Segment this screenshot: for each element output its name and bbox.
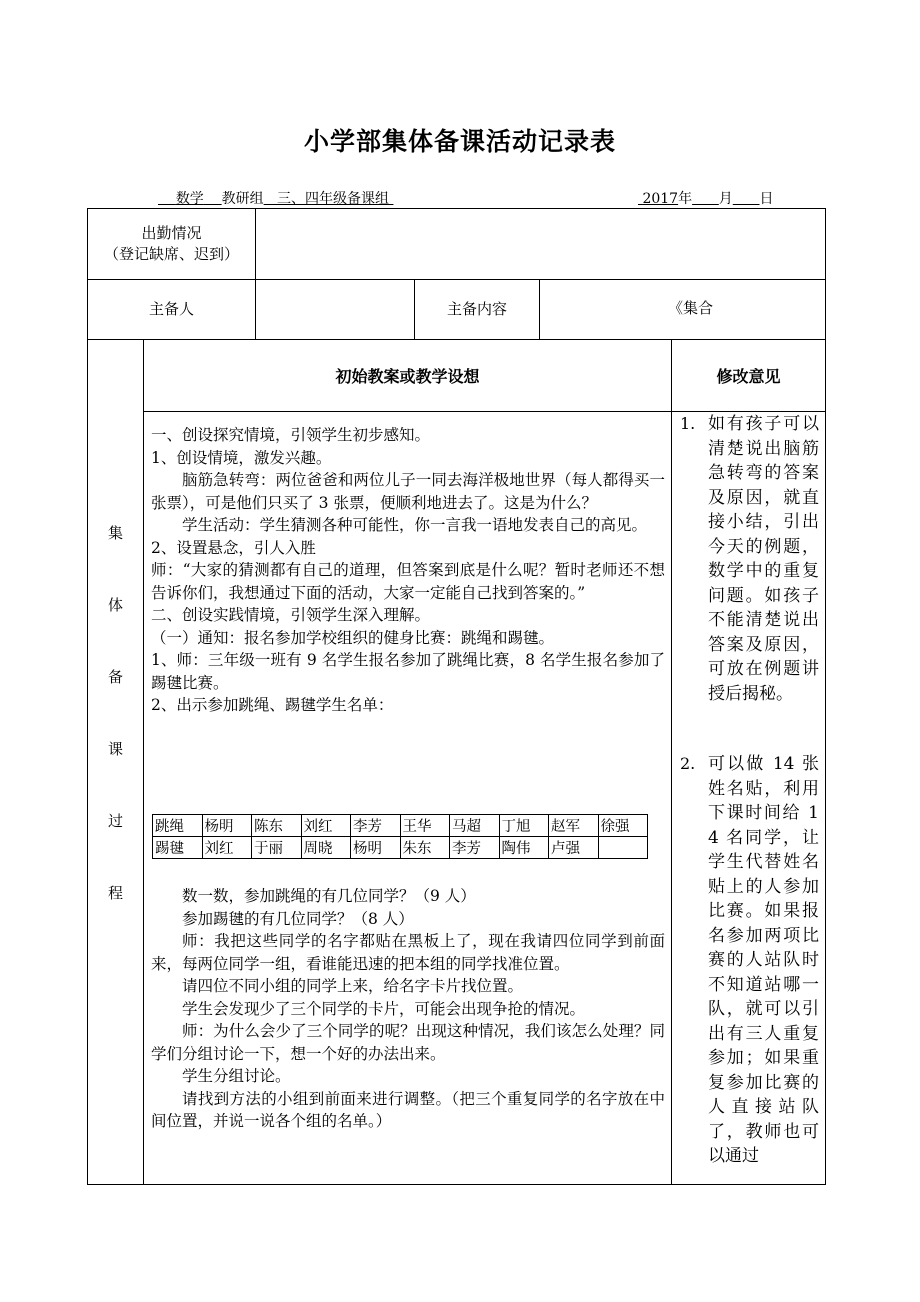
table-cell: 杨明 xyxy=(202,815,252,837)
group-info xyxy=(158,188,393,208)
revision-column xyxy=(674,412,824,1184)
main-content-value: 《集合 xyxy=(668,299,714,317)
lesson-paragraph: 二、创设实践情境，引领学生深入理解。 xyxy=(151,606,431,624)
attendance-input[interactable] xyxy=(256,209,825,279)
lesson-text-top xyxy=(151,424,665,717)
table-cell: 徐强 xyxy=(598,815,648,837)
lesson-paragraph: 1、创设情境，激发兴趣。 xyxy=(151,448,332,467)
grade-group-field: 三、四年级备课组 xyxy=(276,191,389,207)
table-row xyxy=(153,837,648,859)
lesson-paragraph: 学生分组讨论。 xyxy=(182,1067,291,1085)
table-cell: 踢毽 xyxy=(153,837,203,859)
initial-plan-header: 初始教案或教学设想 xyxy=(335,367,480,386)
lesson-paragraph: 师：为什么会少了三个同学的呢？出现这种情况，我们该怎么处理？同学们分组讨论一下，想一个好的办法出来。 xyxy=(151,1022,665,1063)
table-cell: 刘红 xyxy=(202,837,252,859)
main-content-label: 主备内容 xyxy=(446,300,507,318)
lesson-paragraph: 2、出示参加跳绳、踢毽学生名单： xyxy=(151,696,394,714)
lesson-paragraph: 2、设置悬念，引人入胜 xyxy=(151,538,316,557)
table-cell: 卢强 xyxy=(549,837,599,859)
col-divider xyxy=(539,279,540,340)
table-cell: 刘红 xyxy=(301,815,351,837)
revision-note: 如有孩子可以清楚说出脑筋急转弯的答案及原因，就直接小结，引出今天的例题，数学中的重复问题。如孩子不能清楚说出答案及原因，可放在例题讲授后揭秘。 xyxy=(708,414,819,704)
year-value: 2017 xyxy=(642,191,679,207)
table-cell: 马超 xyxy=(450,815,500,837)
table-cell: 陈东 xyxy=(252,815,302,837)
table-cell: 王华 xyxy=(400,815,450,837)
table-cell: 杨明 xyxy=(351,837,401,859)
date-field: 2017年 月 日 xyxy=(642,191,774,207)
revision-header: 修改意见 xyxy=(716,367,781,386)
table-cell: 丁旭 xyxy=(499,815,549,837)
table-cell: 陶伟 xyxy=(499,837,549,859)
group-label: 教研组 xyxy=(221,191,264,207)
lesson-paragraph: 参加踢毽的有几位同学？（8 人） xyxy=(182,909,414,928)
lesson-paragraph: 请找到方法的小组到前面来进行调整。（把三个重复同学的名字放在中间位置，并说一说各个组的名单。） xyxy=(151,1089,665,1130)
main-preparer-input[interactable] xyxy=(256,280,414,339)
subject-field: 数学 xyxy=(175,191,204,207)
table-cell: 于丽 xyxy=(252,837,302,859)
table-cell: 朱东 xyxy=(400,837,450,859)
lesson-paragraph: 师：“大家的猜测都有自己的道理，但答案到底是什么呢？暂时老师还不想告诉你们，我想通过下面的活动，大家一定能自己找到答案的。” xyxy=(151,561,665,602)
names-table xyxy=(152,814,648,859)
col-divider xyxy=(671,339,672,1185)
lesson-paragraph: 师：我把这些同学的名字都贴在黑板上了，现在我请四位同学到前面来，每两位同学一组，看谁能迅速的把本组的同学找准位置。 xyxy=(151,932,665,973)
lesson-paragraph: 1、师：三年级一班有 9 名学生报名参加了跳绳比赛，8 名学生报名参加了踢毽比赛。 xyxy=(151,651,665,692)
main-preparer-label: 主备人 xyxy=(148,300,194,318)
lesson-paragraph: 数一数，参加跳绳的有几位同学？（9 人） xyxy=(182,887,476,905)
table-cell: 李芳 xyxy=(450,837,500,859)
attendance-label: 出勤情况 （登记缺席、迟到） xyxy=(103,224,239,263)
col-divider xyxy=(143,339,144,1185)
page-title: 小学部集体备课活动记录表 xyxy=(303,127,616,156)
lesson-text-bottom xyxy=(151,885,665,1133)
table-cell: 跳绳 xyxy=(153,815,203,837)
process-label: 集 体 备 课 过 程 xyxy=(107,524,123,902)
lesson-paragraph: 脑筋急转弯：两位爸爸和两位儿子一同去海洋极地世界（每人都得买一张票），可是他们只买了 3 张票，便顺利地进去了。这是为什么？ xyxy=(151,471,665,512)
lesson-paragraph: 一、创设探究情境，引领学生初步感知。 xyxy=(151,426,431,444)
lesson-paragraph: 请四位不同小组的同学上来，给名字卡片找位置。 xyxy=(182,977,524,995)
table-cell xyxy=(598,837,648,859)
revision-number: 2. xyxy=(680,754,696,773)
table-cell: 周晓 xyxy=(301,837,351,859)
table-cell: 赵军 xyxy=(549,815,599,837)
lesson-paragraph: 学生会发现少了三个同学的卡片，可能会出现争抢的情况。 xyxy=(182,999,586,1018)
lesson-paragraph: （一）通知：报名参加学校组织的健身比赛：跳绳和踢毽。 xyxy=(151,628,555,647)
lesson-paragraph: 学生活动：学生猜测各种可能性，你一言我一语地发表自己的高见。 xyxy=(182,516,648,534)
revision-number: 1. xyxy=(680,414,696,433)
revision-note: 可以做 14 张姓名贴，利用下课时间给 14 名同学，让学生代替姓名贴上的人参加比赛。如果报名参加两项比赛的人站队时不知道站哪一队，就可以引出有三人重复参加；如果重复参加比赛的人直接站队了，教师也可以通过 xyxy=(708,754,819,1166)
table-row xyxy=(153,815,648,837)
table-cell: 李芳 xyxy=(351,815,401,837)
